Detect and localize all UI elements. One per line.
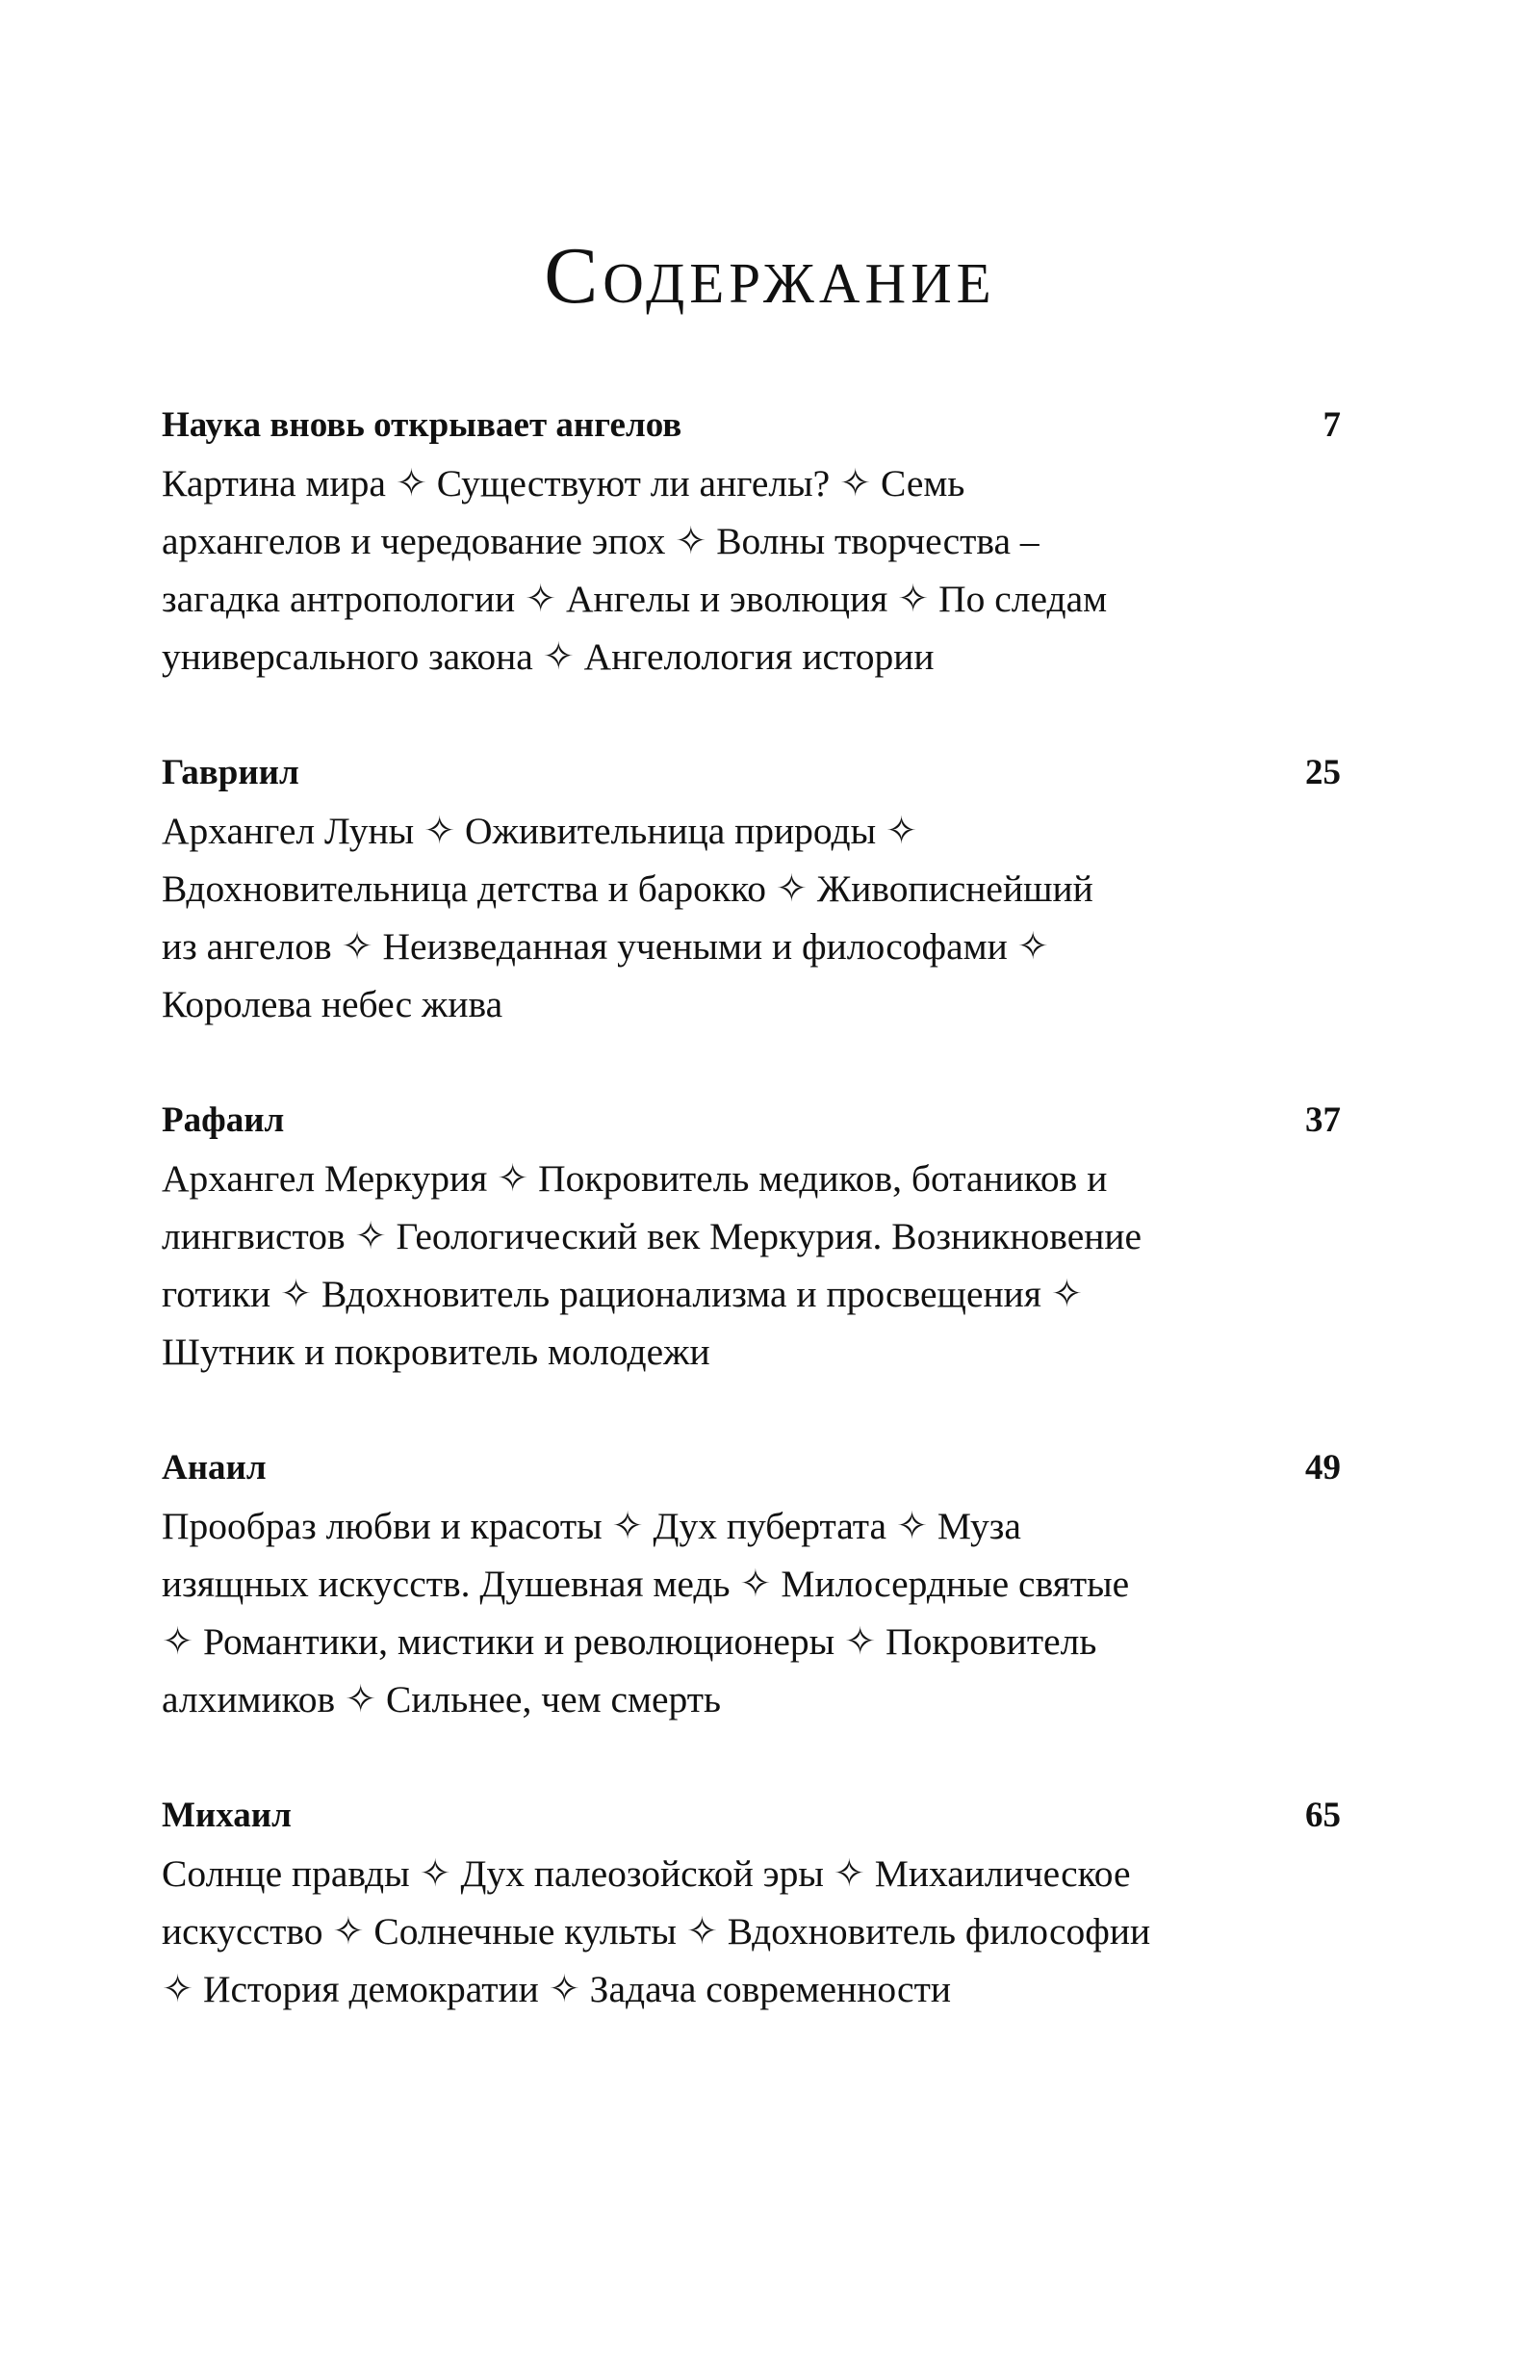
summary-line: алхимиков ✧ Сильнее, чем смерть (162, 1678, 722, 1720)
page-number: 37 (1305, 1100, 1341, 1140)
summary-line: ✧ История демократии ✧ Задача современности (162, 1968, 951, 2010)
summary-line: Солнце правды ✧ Дух палеозойской эры ✧ Михаилическое (162, 1852, 1131, 1895)
toc-entry-anael (162, 1439, 1341, 1728)
toc-entry-gabriel (162, 744, 1341, 1033)
summary-line: загадка антропологии ✧ Ангелы и эволюция ✧ По следам (162, 578, 1108, 620)
summary-line: Архангел Луны ✧ Оживительница природы ✧ (162, 810, 918, 852)
summary-line: Картина мира ✧ Существуют ли ангелы? ✧ Семь (162, 462, 965, 504)
toc-entry-michael (162, 1787, 1341, 2018)
chapter-title: Анаил (162, 1448, 267, 1488)
summary-line: Прообраз любви и красоты ✧ Дух пубертата ✧ Муза (162, 1505, 1021, 1547)
chapter-summary (162, 1150, 1341, 1381)
page-number: 65 (1305, 1796, 1341, 1835)
toc-entry-header[interactable] (162, 1092, 1341, 1150)
summary-line: готики ✧ Вдохновитель рационализма и просвещения ✧ (162, 1273, 1083, 1315)
summary-line: из ангелов ✧ Неизведанная учеными и философами ✧ (162, 925, 1049, 968)
chapter-title: Рафаил (162, 1100, 285, 1140)
summary-line: лингвистов ✧ Геологический век Меркурия. Возникновение (162, 1215, 1142, 1257)
page-number: 7 (1322, 405, 1341, 445)
summary-line: Королева небес жива (162, 983, 503, 1025)
toc-entry-header[interactable] (162, 744, 1341, 802)
toc-entry-raphael (162, 1092, 1341, 1381)
summary-line: Вдохновительница детства и барокко ✧ Живописнейший (162, 867, 1093, 910)
summary-line: искусство ✧ Солнечные культы ✧ Вдохновитель философии (162, 1910, 1151, 1953)
page-title: Содержание (544, 231, 996, 321)
page-number: 49 (1305, 1448, 1341, 1488)
summary-line: ✧ Романтики, мистики и революционеры ✧ Покровитель (162, 1620, 1097, 1663)
chapter-title: Михаил (162, 1796, 292, 1835)
summary-line: Архангел Меркурия ✧ Покровитель медиков, ботаников и (162, 1157, 1108, 1200)
toc-entry-header[interactable] (162, 1439, 1341, 1497)
chapter-title: Наука вновь открывает ангелов (162, 405, 682, 445)
chapter-title: Гавриил (162, 753, 299, 792)
page-number: 25 (1305, 753, 1341, 792)
toc-entry-header[interactable] (162, 1787, 1341, 1845)
summary-line: изящных искусств. Душевная медь ✧ Милосердные святые (162, 1563, 1130, 1605)
chapter-summary (162, 454, 1341, 686)
chapter-summary (162, 802, 1341, 1033)
chapter-summary (162, 1845, 1341, 2018)
summary-line: Шутник и покровитель молодежи (162, 1331, 710, 1373)
chapter-summary (162, 1497, 1341, 1728)
table-of-contents (162, 397, 1341, 2077)
toc-entry-header[interactable] (162, 397, 1341, 454)
toc-entry-science (162, 397, 1341, 686)
summary-line: архангелов и чередование эпох ✧ Волны творчества – (162, 520, 1040, 562)
summary-line: универсального закона ✧ Ангелология истории (162, 635, 935, 678)
